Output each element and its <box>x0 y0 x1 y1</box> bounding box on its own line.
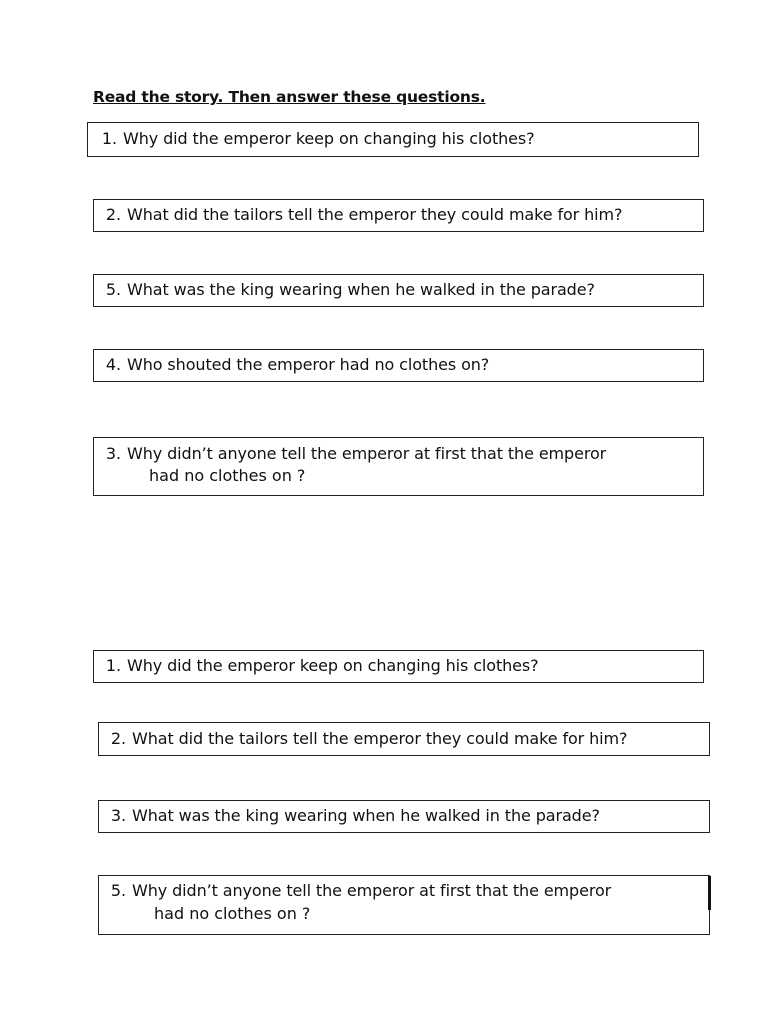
question-number: 3. <box>105 444 121 463</box>
question-text: What did the tailors tell the emperor they could make for him? <box>132 729 628 748</box>
question-text: What was the king wearing when he walked in the parade? <box>127 280 595 299</box>
question-line <box>99 205 622 224</box>
question-text-continued: had no clothes on ? <box>149 466 306 485</box>
question-line <box>99 656 539 675</box>
question-line <box>104 881 611 900</box>
question-number: 2. <box>105 205 121 224</box>
question-number: 5. <box>105 280 121 299</box>
question-number: 3. <box>110 806 126 825</box>
question-line <box>104 806 600 825</box>
question-number: 4. <box>105 355 121 374</box>
question-text: Why didn’t anyone tell the emperor at first that the emperor <box>132 881 612 900</box>
question-line <box>95 129 535 148</box>
instruction-heading: Read the story. Then answer these questions. <box>93 88 486 106</box>
box-edge-mark <box>708 876 711 910</box>
question-line <box>99 280 595 299</box>
question-text-continued: had no clothes on ? <box>154 904 311 923</box>
question-text: What did the tailors tell the emperor they could make for him? <box>127 205 623 224</box>
question-line <box>104 729 627 748</box>
question-text: What was the king wearing when he walked in the parade? <box>132 806 600 825</box>
question-number: 5. <box>110 881 126 900</box>
question-line <box>99 444 606 463</box>
question-text: Why did the emperor keep on changing his clothes? <box>123 129 535 148</box>
question-line <box>99 355 489 374</box>
question-number: 1. <box>105 656 121 675</box>
question-number: 1. <box>101 129 117 148</box>
question-text: Why did the emperor keep on changing his clothes? <box>127 656 539 675</box>
question-text: Why didn’t anyone tell the emperor at first that the emperor <box>127 444 607 463</box>
question-text: Who shouted the emperor had no clothes on? <box>127 355 490 374</box>
question-number: 2. <box>110 729 126 748</box>
